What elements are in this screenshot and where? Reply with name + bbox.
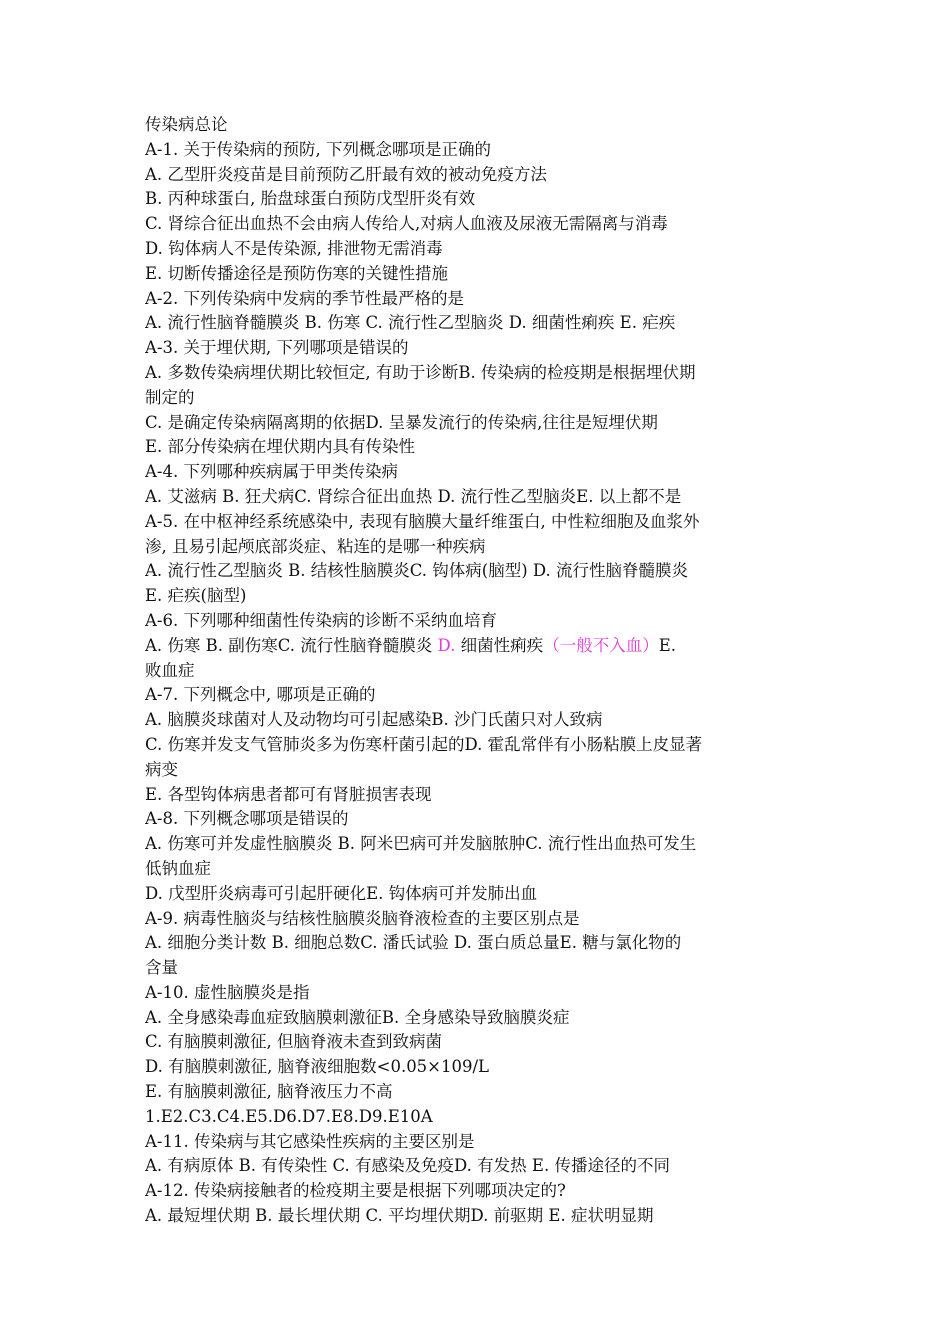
question-a11: A-11. 传染病与其它感染性疾病的主要区别是 [145, 1131, 475, 1151]
option-line: E. 各型钩体病患者都可有肾脏损害表现 [145, 784, 432, 804]
document-page [145, 113, 815, 1229]
highlighted-option-d: D. [437, 635, 456, 655]
highlighted-note: （一般不入血） [543, 635, 659, 655]
option-line: B. 丙种球蛋白, 胎盘球蛋白预防戊型肝炎有效 [145, 189, 476, 209]
option-line: 制定的 [145, 387, 195, 407]
option-line: C. 是确定传染病隔离期的依据D. 呈暴发流行的传染病,往往是短埋伏期 [145, 412, 658, 432]
question-a8: A-8. 下列概念哪项是错误的 [145, 809, 349, 829]
question-a9: A-9. 病毒性脑炎与结核性脑膜炎脑脊液检查的主要区别点是 [145, 908, 580, 928]
option-line: C. 肾综合征出血热不会由病人传给人,对病人血液及尿液无需隔离与消毒 [145, 214, 668, 234]
question-a3: A-3. 关于埋伏期, 下列哪项是错误的 [145, 338, 409, 358]
option-line: D. 有脑膜刺激征, 脑脊液细胞数<0.05×109/L [145, 1057, 490, 1077]
question-a2: A-2. 下列传染病中发病的季节性最严格的是 [145, 288, 464, 308]
document-title: 传染病总论 [145, 115, 228, 134]
option-line: A. 脑膜炎球菌对人及动物均可引起感染B. 沙门氏菌只对人致病 [145, 710, 603, 730]
option-line: A. 乙型肝炎疫苗是目前预防乙肝最有效的被动免疫方法 [145, 164, 547, 184]
option-text: A. 伤寒 B. 副伤寒C. 流行性脑脊髓膜炎 [145, 635, 438, 655]
option-line: D. 钩体病人不是传染源, 排泄物无需消毒 [145, 238, 443, 258]
option-line: E. 疟疾(脑型) [145, 586, 247, 606]
option-line: 含量 [145, 958, 178, 978]
option-line: A. 伤寒可并发虚性脑膜炎 B. 阿米巴病可并发脑脓肿C. 流行性出血热可发生 [145, 834, 697, 854]
question-a5: A-5. 在中枢神经系统感染中, 表现有脑膜大量纤维蛋白, 中性粒细胞及血浆外 [145, 511, 700, 531]
option-line: 病变 [145, 759, 178, 779]
option-line: A. 最短埋伏期 B. 最长埋伏期 C. 平均埋伏期D. 前驱期 E. 症状明显期 [145, 1206, 654, 1226]
question-a7: A-7. 下列概念中, 哪项是正确的 [145, 685, 376, 705]
option-line: A. 全身感染毒血症致脑膜刺激征B. 全身感染导致脑膜炎症 [145, 1007, 570, 1027]
option-line: E. 部分传染病在埋伏期内具有传染性 [145, 437, 416, 457]
option-line: A. 细胞分类计数 B. 细胞总数C. 潘氏试验 D. 蛋白质总量E. 糖与氯化物的 [145, 933, 682, 953]
question-a1: A-1. 关于传染病的预防, 下列概念哪项是正确的 [145, 139, 491, 159]
question-line: 渗, 且易引起颅底部炎症、粘连的是哪一种疾病 [145, 536, 486, 556]
option-line: A. 艾滋病 B. 狂犬病C. 肾综合征出血热 D. 流行性乙型脑炎E. 以上都不是 [145, 486, 682, 506]
option-line: A. 多数传染病埋伏期比较恒定, 有助于诊断B. 传染病的检疫期是根据埋伏期 [145, 362, 696, 382]
option-line: A. 有病原体 B. 有传染性 C. 有感染及免疫D. 有发热 E. 传播途径的不同 [145, 1156, 670, 1176]
answer-key: 1.E2.C3.C4.E5.D6.D7.E8.D9.E10A [145, 1106, 433, 1126]
question-a10: A-10. 虚性脑膜炎是指 [145, 982, 310, 1002]
option-line-a6 [145, 634, 815, 659]
option-text: 细菌性痢疾 [455, 635, 544, 655]
option-line: D. 戊型肝炎病毒可引起肝硬化E. 钩体病可并发肺出血 [145, 883, 538, 903]
option-line: E. 切断传播途径是预防伤寒的关键性措施 [145, 263, 449, 283]
option-line: 低钠血症 [145, 858, 211, 878]
question-a12: A-12. 传染病接触者的检疫期主要是根据下列哪项决定的? [145, 1181, 566, 1201]
option-line: C. 有脑膜刺激征, 但脑脊液未查到致病菌 [145, 1032, 443, 1052]
option-text: E. [658, 635, 676, 655]
option-line: C. 伤寒并发支气管肺炎多为伤寒杆菌引起的D. 霍乱常伴有小肠粘膜上皮显著 [145, 734, 703, 754]
option-line: E. 有脑膜刺激征, 脑脊液压力不高 [145, 1082, 393, 1102]
option-line: A. 流行性乙型脑炎 B. 结核性脑膜炎C. 钩体病(脑型) D. 流行性脑脊髓膜炎 [145, 561, 689, 581]
question-a4: A-4. 下列哪种疾病属于甲类传染病 [145, 462, 398, 482]
question-a6: A-6. 下列哪种细菌性传染病的诊断不采纳血培育 [145, 610, 497, 630]
option-line: 败血症 [145, 660, 195, 680]
option-line: A. 流行性脑脊髓膜炎 B. 伤寒 C. 流行性乙型脑炎 D. 细菌性痢疾 E. 疟疾 [145, 313, 676, 333]
